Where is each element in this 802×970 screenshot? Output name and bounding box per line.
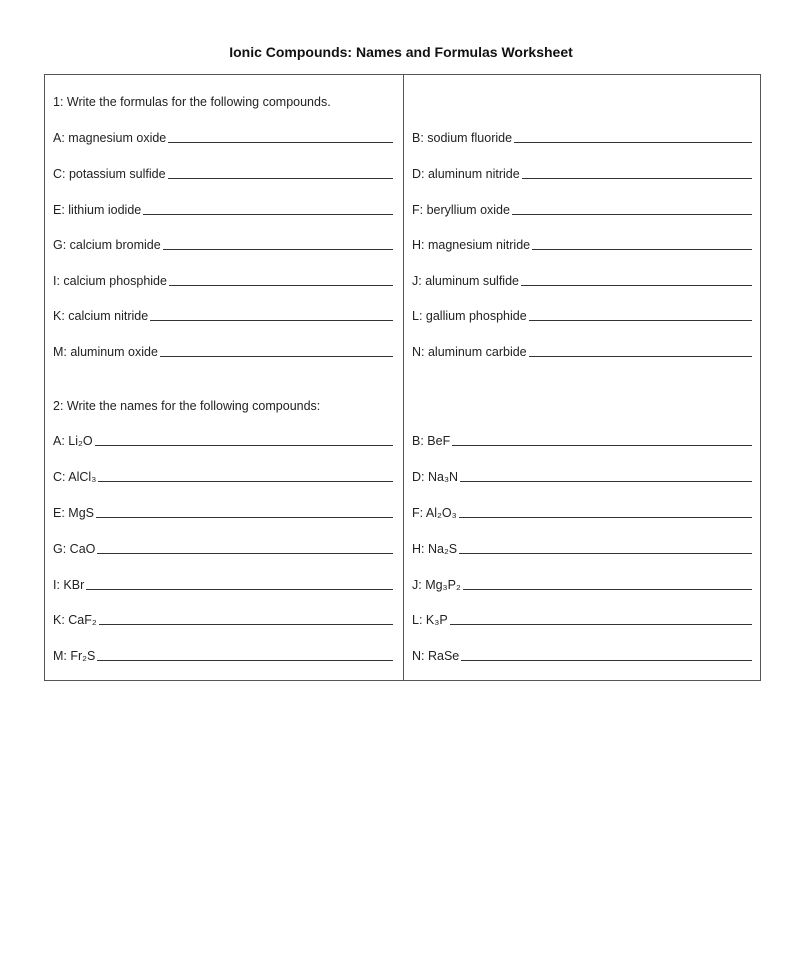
formula-item-m[interactable]: [53, 344, 393, 360]
answer-line[interactable]: [452, 445, 752, 446]
item-label: H: Na₂S: [412, 542, 458, 556]
answer-line[interactable]: [168, 142, 393, 143]
item-label: I: calcium phosphide: [53, 274, 167, 288]
formula-item-g[interactable]: [53, 237, 393, 253]
item-label: J: aluminum sulfide: [412, 274, 519, 288]
answer-line[interactable]: [163, 249, 393, 250]
formula-item-n[interactable]: [412, 344, 752, 360]
worksheet-table: [44, 74, 761, 681]
answer-line[interactable]: [96, 517, 393, 518]
answer-line[interactable]: [150, 320, 393, 321]
answer-line[interactable]: [95, 445, 393, 446]
item-label: K: CaF₂: [53, 613, 97, 627]
formula-item-a[interactable]: [53, 130, 393, 146]
answer-line[interactable]: [522, 178, 752, 179]
answer-line[interactable]: [160, 356, 393, 357]
answer-line[interactable]: [463, 589, 752, 590]
item-label: E: MgS: [53, 506, 94, 520]
answer-line[interactable]: [459, 517, 752, 518]
name-item-k[interactable]: [53, 612, 393, 628]
item-label: L: K₃P: [412, 613, 448, 627]
name-item-e[interactable]: [53, 505, 393, 521]
item-label: N: RaSe: [412, 649, 460, 663]
answer-line[interactable]: [529, 356, 752, 357]
answer-line[interactable]: [460, 481, 752, 482]
item-label: E: lithium iodide: [53, 203, 142, 217]
item-label: N: aluminum carbide: [412, 345, 527, 359]
formula-item-i[interactable]: [53, 273, 393, 289]
formula-item-e[interactable]: [53, 202, 393, 218]
worksheet-title: Ionic Compounds: Names and Formulas Worksheet: [229, 44, 573, 60]
item-label: G: CaO: [53, 542, 96, 556]
section2-instruction: 2: Write the names for the following compounds:: [53, 399, 321, 413]
answer-line[interactable]: [521, 285, 752, 286]
item-label: F: beryllium oxide: [412, 203, 510, 217]
item-label: C: AlCl₃: [53, 470, 97, 484]
answer-line[interactable]: [97, 660, 393, 661]
answer-line[interactable]: [97, 553, 393, 554]
answer-line[interactable]: [168, 178, 393, 179]
answer-line[interactable]: [461, 660, 752, 661]
item-label: A: Li₂O: [53, 434, 93, 448]
formula-item-b[interactable]: [412, 130, 752, 146]
item-label: J: Mg₃P₂: [412, 578, 461, 592]
name-item-j[interactable]: [412, 577, 752, 593]
name-item-n[interactable]: [412, 648, 752, 664]
formula-item-k[interactable]: [53, 308, 393, 324]
name-item-b[interactable]: [412, 433, 752, 449]
answer-line[interactable]: [512, 214, 752, 215]
item-label: A: magnesium oxide: [53, 131, 167, 145]
item-label: B: sodium fluoride: [412, 131, 513, 145]
name-item-h[interactable]: [412, 541, 752, 557]
item-label: D: aluminum nitride: [412, 167, 520, 181]
item-label: G: calcium bromide: [53, 238, 161, 252]
name-item-l[interactable]: [412, 612, 752, 628]
answer-line[interactable]: [529, 320, 752, 321]
formula-item-f[interactable]: [412, 202, 752, 218]
item-label: K: calcium nitride: [53, 309, 149, 323]
formula-item-j[interactable]: [412, 273, 752, 289]
name-item-m[interactable]: [53, 648, 393, 664]
answer-line[interactable]: [532, 249, 752, 250]
answer-line[interactable]: [169, 285, 393, 286]
answer-line[interactable]: [143, 214, 393, 215]
section1-instruction: 1: Write the formulas for the following compounds.: [53, 95, 331, 109]
name-item-i[interactable]: [53, 577, 393, 593]
item-label: H: magnesium nitride: [412, 238, 531, 252]
item-label: M: Fr₂S: [53, 649, 96, 663]
formula-item-l[interactable]: [412, 308, 752, 324]
answer-line[interactable]: [86, 589, 393, 590]
item-label: D: Na₃N: [412, 470, 459, 484]
column-divider: [403, 75, 404, 680]
name-item-a[interactable]: [53, 433, 393, 449]
item-label: I: KBr: [53, 578, 85, 592]
item-label: M: aluminum oxide: [53, 345, 158, 359]
answer-line[interactable]: [514, 142, 752, 143]
name-item-f[interactable]: [412, 505, 752, 521]
item-label: L: gallium phosphide: [412, 309, 527, 323]
item-label: B: BeF: [412, 434, 451, 448]
formula-item-h[interactable]: [412, 237, 752, 253]
answer-line[interactable]: [99, 624, 393, 625]
answer-line[interactable]: [450, 624, 752, 625]
formula-item-d[interactable]: [412, 166, 752, 182]
answer-line[interactable]: [98, 481, 393, 482]
formula-item-c[interactable]: [53, 166, 393, 182]
item-label: F: Al₂O₃: [412, 506, 457, 520]
answer-line[interactable]: [459, 553, 752, 554]
item-label: C: potassium sulfide: [53, 167, 166, 181]
name-item-g[interactable]: [53, 541, 393, 557]
name-item-c[interactable]: [53, 469, 393, 485]
name-item-d[interactable]: [412, 469, 752, 485]
